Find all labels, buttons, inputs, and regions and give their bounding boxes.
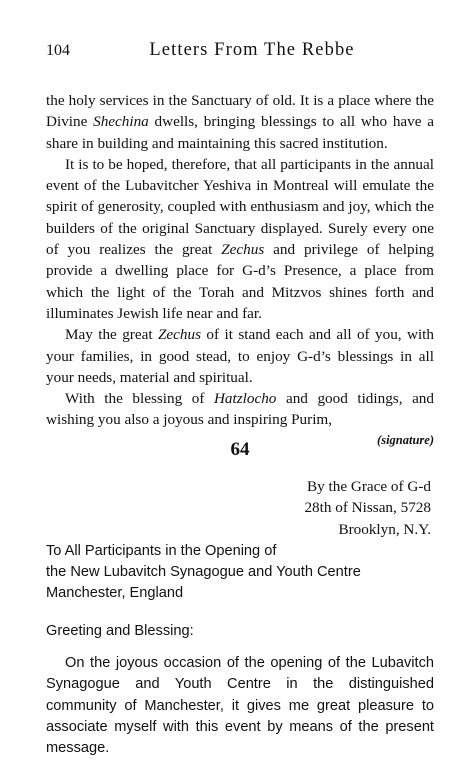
text-run: the holy services in the Sanctuary of old. It is a place where the Divine xyxy=(46,92,434,131)
text-run: of it stand each and all of you, with your families, in good stead, to enjoy G-d’s blessings in all your needs, material and spiritual. xyxy=(46,326,434,386)
previous-letter-body xyxy=(46,90,434,449)
page-number: 104 xyxy=(46,42,70,59)
letter-body xyxy=(46,653,434,759)
date-block xyxy=(304,476,431,540)
paragraph: On the joyous occasion of the opening of the Lubavitch Synagogue and Youth Centre in the distinguished community of Manchester, it gives me great pleasure to associate myself with this event by means of the present message. xyxy=(46,655,434,757)
signature: (signature) xyxy=(377,432,434,447)
text-run: With the blessing of xyxy=(65,390,214,408)
date-line: Brooklyn, N.Y. xyxy=(338,520,431,538)
address-line: the New Lubavitch Synagogue and Youth Centre xyxy=(46,564,361,581)
italic-term: Shechina xyxy=(93,113,149,131)
greeting: Greeting and Blessing: xyxy=(46,623,194,639)
address-block xyxy=(46,541,436,605)
page-header xyxy=(46,42,430,66)
paragraph xyxy=(46,388,434,431)
date-line: 28th of Nissan, 5728 xyxy=(304,499,431,517)
italic-term: Zechus xyxy=(221,241,265,259)
date-line: By the Grace of G-d xyxy=(307,478,431,495)
paragraph xyxy=(46,324,434,388)
paragraph xyxy=(46,90,434,154)
text-run: May the great xyxy=(65,326,158,344)
running-title: Letters From The Rebbe xyxy=(149,40,355,60)
address-line: Manchester, England xyxy=(46,585,184,602)
address-line: To All Participants in the Opening of xyxy=(46,543,277,559)
text-run: dwells, bringing blessings to all who have a share in building and maintaining this sacred institution. xyxy=(46,113,434,152)
text-run: and good tidings, and wishing you also a joyous and inspiring Purim, xyxy=(46,390,434,429)
text-run: and privilege of helping provide a dwelling place for G-d’s Presence, a place from which the light of the Torah and Mitzvos shines forth and illuminates Jewish life near and far. xyxy=(46,241,434,322)
text-run: It is to be hoped, therefore, that all participants in the annual event of the Lubavitcher Yeshiva in Montreal will emulate the spirit of generosity, coupled with enthusiasm and joy, which the builders of the original Sanctuary displayed. Surely every one of you realizes the great xyxy=(46,155,434,259)
letter-number: 64 xyxy=(230,439,250,460)
paragraph xyxy=(46,154,434,324)
italic-term: Zechus xyxy=(157,326,202,344)
italic-term: Hatzlocho xyxy=(213,390,277,408)
